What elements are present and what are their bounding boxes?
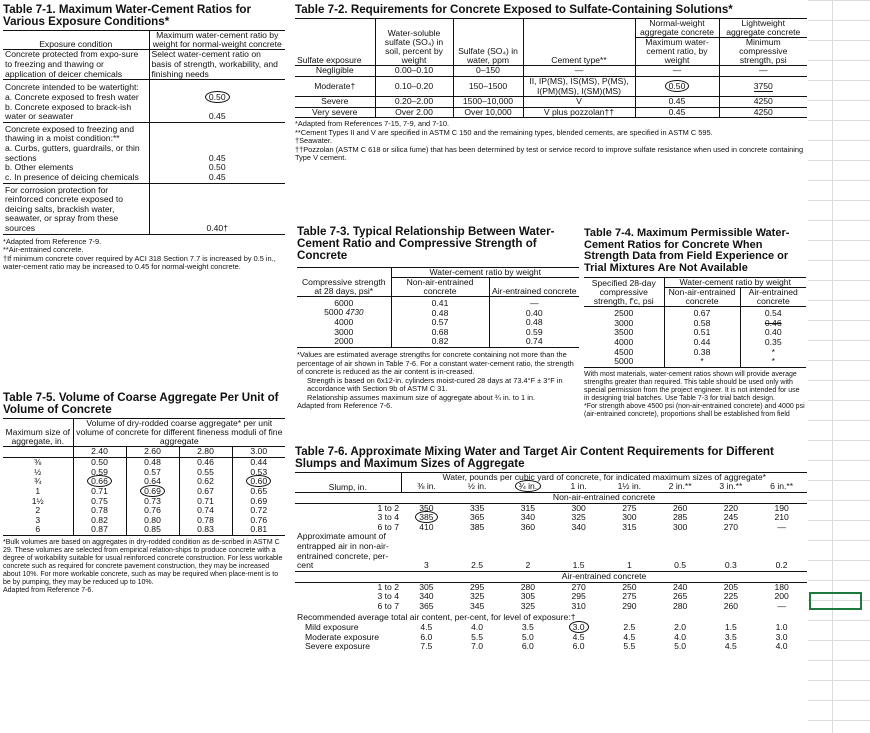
air-cell: 3.5: [521, 622, 534, 633]
row-watertight: Concrete intended to be watertight:: [5, 82, 139, 93]
entrapped-air-label: Approximate amount of entrapped air in non-air-entrained concrete, per-cent: [297, 531, 389, 571]
volume-cell: 0.53: [232, 468, 285, 478]
volume-cell-circled: 0.69: [140, 485, 165, 497]
sulfate-cell: 4250: [719, 97, 807, 108]
col-non-air: Non-air-entrained concrete: [664, 288, 740, 307]
table-7-1-grid: [3, 30, 285, 234]
slump-cell: 3 to 4: [377, 512, 399, 523]
water-cell: 220: [723, 502, 739, 513]
air-cell: 4.0: [674, 631, 687, 642]
table-7-3-grid: [297, 267, 579, 349]
volume-cell: 0.75: [73, 497, 126, 507]
air-cell: 1.5: [724, 622, 737, 633]
ratio-cell: *: [740, 357, 806, 367]
water-cell: 190: [774, 502, 789, 513]
t71-footnote-3: †If minimum concrete cover required by ACI 318 Section 7.7 is increased by 0.5 in., water-cement ratio may be increased to 0.45 for normal-weight concrete.: [3, 253, 276, 272]
col-min-strength: Minimum compressive strength, psi: [719, 38, 807, 66]
water-cell: 315: [520, 502, 536, 513]
water-cell: 295: [469, 581, 485, 592]
water-cell: 340: [571, 521, 586, 532]
volume-cell: 0.80: [126, 516, 179, 526]
corrosion-value: 0.40†: [149, 183, 285, 234]
volume-cell: 0.44: [232, 458, 285, 468]
table-7-5: [3, 392, 285, 732]
t75-footnote-2: Adapted from Reference 7-6.: [3, 587, 94, 595]
air-cell: 4.0: [775, 641, 788, 652]
water-cell: 180: [774, 581, 789, 592]
volume-cell: 0.55: [179, 468, 232, 478]
air-cell: 5.5: [623, 641, 636, 652]
row-deicing: c. In presence of deicing chemicals: [5, 171, 139, 182]
water-cell: 340: [419, 591, 434, 602]
sulfate-cell: 0.20–2.00: [375, 97, 453, 108]
volume-cell: 0.69: [232, 497, 285, 507]
aggregate-size: ⅜ in.: [401, 482, 452, 492]
water-cell: 260: [723, 600, 739, 611]
col-max-size: Maximum size of aggregate, in.: [3, 419, 73, 447]
strength-cell: 3000: [334, 326, 354, 337]
aggregate-size: 1½ in.: [617, 481, 642, 492]
sulfate-cell: V plus pozzolan††: [523, 107, 635, 118]
air-cell: 0.5: [674, 560, 687, 571]
fresh-water-value: 0.50: [205, 91, 230, 103]
sulfate-row-label: Severe: [321, 96, 349, 107]
volume-cell: 0.76: [126, 506, 179, 516]
sulfate-cell: —: [719, 66, 807, 77]
volume-cell: 0.87: [73, 525, 126, 535]
t74-footnote-2: *For strength above 4500 psi (non-air-entrained concrete) and 4000 psi (air-entrained concrete), proportions shall be established from field: [584, 403, 805, 419]
size-cell: ¾: [34, 476, 42, 487]
air-cell: 6.0: [521, 641, 534, 652]
volume-cell-circled: 0.66: [87, 475, 112, 487]
ratio-cell: 0.40: [489, 308, 579, 318]
volume-cell: 0.67: [179, 487, 232, 497]
water-cell: 385: [469, 521, 485, 532]
col-soil: Water-soluble sulfate (SO₄) in soil, percent by weight: [375, 19, 453, 66]
sulfate-cell: V: [523, 97, 635, 108]
selected-cell[interactable]: [809, 592, 862, 610]
ratio-cell: 0.41: [391, 296, 489, 308]
volume-cell: 0.78: [179, 516, 232, 526]
water-cell: 205: [723, 581, 739, 592]
water-cell: 325: [469, 591, 485, 602]
size-cell: 2: [35, 505, 41, 516]
size-cell: 3: [35, 514, 41, 525]
air-cell: 4.5: [623, 631, 636, 642]
ratio-cell: 0.51: [664, 328, 740, 338]
water-cell: 280: [672, 600, 688, 611]
air-cell: 7.5: [420, 641, 433, 652]
ratio-cell: 0.48: [489, 318, 579, 328]
water-cell: 305: [419, 581, 434, 592]
water-cell: 325: [571, 512, 586, 523]
volume-cell: 0.59: [73, 468, 126, 478]
fineness-modulus: 2.40: [73, 447, 126, 458]
aggregate-size: 3 in.**: [719, 481, 743, 492]
table-7-4: [584, 228, 806, 454]
air-cell: 3.0: [775, 631, 788, 642]
col-water: Water, pounds per cubic yard of concrete, for indicated maximum sizes of aggregate*: [401, 473, 807, 483]
ratio-cell: 0.44: [664, 338, 740, 348]
col-exposure: Exposure condition: [3, 31, 149, 50]
volume-cell: 0.73: [126, 497, 179, 507]
sulfate-cell: —: [635, 66, 719, 77]
ratio-cell: 0.82: [391, 337, 489, 347]
col-sulfate-exposure: Sulfate exposure: [295, 19, 375, 66]
row-corrosion: For corrosion protection for reinforced concrete exposed to deicing salts, brackish water, seawater, or spray from these sources: [5, 184, 123, 233]
volume-cell: 0.76: [232, 516, 285, 526]
col-water: Sulfate (SO₄) in water, ppm: [453, 19, 523, 66]
ratio-cell: 0.58: [664, 319, 740, 329]
ratio-cell: —: [489, 296, 579, 308]
strength-cell: 2000: [334, 336, 354, 347]
volume-cell: 0.74: [179, 506, 232, 516]
sulfate-cell: 150–1500: [453, 76, 523, 96]
deicing-value: 0.45: [149, 173, 285, 183]
row-brackish: b. Concrete exposed to brack-ish water or seawater: [5, 101, 132, 122]
aggregate-size: 6 in.**: [770, 481, 794, 492]
volume-cell: 0.85: [126, 525, 179, 535]
ratio-cell: 0.57: [391, 318, 489, 328]
air-cell: 2.5: [471, 560, 484, 571]
volume-cell: 0.57: [126, 468, 179, 478]
volume-cell: 0.83: [179, 525, 232, 535]
handwritten-note: 4730: [345, 308, 364, 318]
col-air: Air-entrained concrete: [489, 277, 579, 296]
water-cell: 410: [419, 521, 434, 532]
slump-cell: 1 to 2: [377, 502, 399, 513]
sulfate-row-label: Moderate†: [314, 80, 356, 91]
t71-footnote-1: *Adapted from Reference 7-9.: [3, 236, 102, 246]
strength-cell: 4000: [334, 317, 354, 328]
fineness-modulus: 2.80: [179, 447, 232, 458]
air-cell: 5.0: [521, 631, 534, 642]
table-7-2: [295, 4, 807, 222]
table-7-2-grid: [295, 18, 807, 118]
water-cell: 325: [520, 600, 536, 611]
water-cell: 300: [672, 521, 688, 532]
col-cement: Cement type**: [523, 19, 635, 66]
water-cell: 225: [723, 591, 739, 602]
brackish-value: 0.45: [149, 103, 285, 123]
ratio-cell: *: [740, 348, 806, 358]
t75-footnote-1: *Bulk volumes are based on aggregates in dry-rodded condition as de-scribed in ASTM C 29. These volumes are selected from empirical relation-ships to produce concrete with a degree of workability suitable for usual reinforced concrete construction. For less workable concrete such as required for concrete pavement construction, they may be increased about 10%. For more workable concrete, such as may be required when place-ment is to be by pumping, they may be reduced up to 10%.: [3, 539, 283, 587]
water-cell: 275: [622, 502, 637, 513]
sulfate-cell: II, IP(MS), IS(MS), P(MS), I(PM)(MS), I(SM)(MS): [523, 76, 635, 96]
sulfate-cell: 1500–10,000: [453, 97, 523, 108]
volume-cell: 0.65: [232, 487, 285, 497]
water-cell: 265: [672, 591, 688, 602]
fineness-modulus: 2.60: [126, 447, 179, 458]
t73-footnote-3: Relationship assumes maximum size of aggregate about ¾ in. to 1 in.: [307, 392, 535, 402]
water-cell: 335: [469, 502, 485, 513]
col-wc-ratio: Water-cement ratio by weight: [391, 267, 579, 277]
ratio-cell: 0.74: [489, 337, 579, 347]
size-cell: ½: [34, 466, 42, 477]
water-cell: 300: [622, 512, 637, 523]
table-7-1-title: Table 7-1. Maximum Water-Cement Ratios for Various Exposure Conditions*: [3, 4, 252, 29]
t72-footnote-3: †Seawater.: [295, 136, 332, 146]
sulfate-cell: 0–150: [453, 66, 523, 77]
air-cell: 5.0: [674, 641, 687, 652]
table-7-4-title: Table 7-4. Maximum Permissible Water-Cement Ratios for Concrete When Strength Data from Field Experience or Trial Mixtures Are Not Available: [584, 228, 790, 274]
row-freezing: Concrete exposed to freezing and thawing in a moist condition:**: [5, 123, 134, 144]
size-cell: ⅜: [34, 457, 42, 468]
strength-cell: 5000: [614, 356, 634, 367]
col-slump: Slump, in.: [295, 473, 401, 493]
col-lightweight: Lightweight aggregate concrete: [719, 19, 807, 38]
ratio-cell: 0.59: [489, 328, 579, 338]
water-cell: 365: [419, 600, 434, 611]
ratio-cell: 0.68: [391, 328, 489, 338]
table-7-3: [297, 226, 579, 448]
volume-cell: 0.46: [179, 458, 232, 468]
water-cell: 210: [774, 512, 789, 523]
table-7-5-title: Table 7-5. Volume of Coarse Aggregate Per Unit of Volume of Concrete: [3, 392, 279, 417]
volume-cell: 0.81: [232, 525, 285, 535]
section-air: Air-entrained concrete: [561, 570, 647, 581]
strength-cell: 4500: [614, 346, 634, 357]
water-cell: 365: [469, 512, 485, 523]
water-cell: 345: [469, 600, 485, 611]
sulfate-cell: Over 10,000: [453, 107, 523, 118]
water-cell: 270: [723, 521, 739, 532]
slump-cell: 6 to 7: [377, 521, 399, 532]
air-cell: 2: [525, 560, 531, 571]
sulfate-cell: 0.10–0.20: [375, 76, 453, 96]
air-cell: 4.5: [420, 622, 433, 633]
water-cell: 200: [774, 591, 789, 602]
volume-cell: 0.48: [126, 458, 179, 468]
water-cell: 310: [571, 600, 586, 611]
t73-footnote-2: Strength is based on 6x12-in. cylinders moist-cured 28 days at 73.4°F ± 3°F in accordance with Section 9b of ASTM C 31.: [307, 375, 563, 394]
volume-cell: 0.78: [73, 506, 126, 516]
water-cell: 250: [622, 581, 637, 592]
water-cell: 300: [571, 502, 586, 513]
size-cell: 6: [35, 524, 41, 535]
other-value: 0.50: [149, 163, 285, 173]
t73-footnote-4: Adapted from Reference 7-6.: [297, 401, 393, 411]
t73-footnote-1: *Values are estimated average strengths for concrete containing not more than the percentage of air shown in Table 7-6. For a constant water-cement ratio, the strength of concrete is reduced as the air content is in-creased.: [297, 350, 574, 377]
table-7-6-grid: [295, 472, 807, 652]
table-7-6: [295, 446, 807, 733]
col-air: Air-entrained concrete: [740, 288, 806, 307]
t74-footnote-1: With most materials, water-cement ratios shown will provide average strengths greater than required. This table should be used only with special permission from the project engineer. It is not intended for use in designing trial batches. Use Table 7-3 for trial batch design.: [584, 370, 800, 403]
row-curbs: a. Curbs, gutters, guardrails, or thin sections: [5, 143, 140, 163]
sulfate-cell-underlined: 3750: [753, 80, 773, 91]
volume-cell: 0.62: [179, 477, 232, 487]
air-cell: 3: [423, 560, 429, 571]
col-compressive: Compressive strength at 28 days, psi*: [297, 267, 391, 296]
volume-cell: 0.72: [232, 506, 285, 516]
volume-cell-circled: 0.60: [246, 475, 271, 487]
col-normal-weight: Normal-weight aggregate concrete: [635, 19, 719, 38]
water-cell: 270: [571, 581, 586, 592]
air-cell: 5.5: [471, 631, 484, 642]
air-cell: 1.5: [572, 560, 585, 571]
air-cell: 2.0: [674, 622, 687, 633]
exposure-label: Severe exposure: [305, 641, 370, 652]
size-cell: 1½: [31, 495, 44, 506]
air-cell: 4.5: [724, 641, 737, 652]
sulfate-cell: 0.45: [635, 97, 719, 108]
col-max-wc-ratio: Maximum water-cement ratio, by weight: [635, 38, 719, 66]
water-cell: 360: [520, 521, 536, 532]
air-cell: 4.5: [572, 631, 585, 642]
table-7-6-title: Table 7-6. Approximate Mixing Water and Target Air Content Requirements for Different Slumps and Maximum Sizes of Aggregate: [295, 446, 774, 471]
t72-footnote-4: ††Pozzolan (ASTM C 618 or silica fume) that has been determined by test or service record to improve sulfate resistance when used in concrete containing Type V cement.: [295, 144, 804, 163]
sulfate-cell: —: [523, 66, 635, 77]
air-cell: 6.0: [572, 641, 585, 652]
volume-cell: 0.82: [73, 516, 126, 526]
water-cell: 290: [622, 600, 637, 611]
sulfate-row-label: Negligible: [315, 65, 354, 76]
water-cell: 245: [723, 512, 739, 523]
recommended-air-label: Recommended average total air content, per-cent, for level of exposure:†: [297, 612, 576, 623]
size-cell: 1: [35, 485, 41, 496]
slump-cell: 3 to 4: [377, 591, 399, 602]
exposure-label: Moderate exposure: [305, 631, 380, 642]
water-cell: 305: [520, 591, 536, 602]
fineness-modulus: 3.00: [232, 447, 285, 458]
ratio-cell: 0.38: [664, 348, 740, 358]
sulfate-cell: 0.45: [635, 107, 719, 118]
ratio-cell-struck: 0.46: [764, 317, 782, 328]
slump-cell: 1 to 2: [377, 581, 399, 592]
water-cell: 340: [520, 512, 536, 523]
table-7-1: [3, 4, 285, 386]
t72-footnote-1: *Adapted from References 7-15, 7-9, and 7-10.: [295, 119, 450, 129]
t72-footnote-2: **Cement Types II and V are specified in ASTM C 150 and the remaining types, blended cements, are specified in ASTM C 595.: [295, 127, 713, 137]
strength-cell: 3000: [614, 317, 634, 328]
row-protected: Concrete protected from expo-sure to freezing and thawing or application of deicer chemicals: [5, 49, 139, 79]
strength-cell: 5000: [324, 307, 344, 318]
sulfate-cell: 0.00–0.10: [375, 66, 453, 77]
sulfate-row-label: Very severe: [312, 106, 358, 117]
aggregate-size: ½ in.: [467, 481, 487, 492]
air-cell: 2.5: [623, 622, 636, 633]
table-7-5-grid: [3, 418, 285, 536]
air-cell-circled: 3.0: [569, 621, 589, 633]
air-cell: 0.3: [724, 560, 737, 571]
table-7-4-grid: [584, 277, 806, 368]
ratio-cell: 0.40: [740, 328, 806, 338]
water-cell: 350: [419, 502, 434, 513]
table-7-2-title: Table 7-2. Requirements for Concrete Exposed to Sulfate-Containing Solutions*: [295, 4, 733, 16]
ratio-cell: *: [664, 357, 740, 367]
air-cell: 6.0: [420, 631, 433, 642]
air-cell: 4.0: [471, 622, 484, 633]
col-non-air: Non-air-entrained concrete: [391, 277, 489, 296]
aggregate-size-circled: ¾ in.: [515, 480, 542, 492]
ratio-cell: 0.54: [740, 307, 806, 319]
strength-cell: 2500: [614, 308, 634, 319]
air-cell: 1.0: [775, 622, 788, 633]
aggregate-size: 1 in.: [570, 481, 587, 492]
water-cell: 260: [672, 502, 688, 513]
water-cell: 285: [672, 512, 688, 523]
strength-cell: 6000: [334, 297, 354, 308]
sulfate-cell-circled: 0.50: [665, 80, 690, 92]
ratio-cell: 0.67: [664, 307, 740, 319]
row-protected-value: Select water-cement ratio on basis of strength, workability, and finishing needs: [149, 50, 285, 80]
volume-cell: 0.71: [73, 487, 126, 497]
col-max-wc: Maximum water-cement ratio by weight for normal-weight concrete: [149, 31, 285, 50]
col-volume: Volume of dry-rodded coarse aggregate* per unit volume of concrete for different fineness moduli of fine aggregate: [73, 419, 285, 447]
air-cell: 3.5: [724, 631, 737, 642]
strength-cell: 4000: [614, 337, 634, 348]
air-cell: 7.0: [471, 641, 484, 652]
volume-cell: 0.50: [73, 458, 126, 468]
col-wc-ratio: Water-cement ratio by weight: [664, 278, 806, 288]
water-cell: 275: [622, 591, 637, 602]
t71-footnote-2: **Air-entrained concrete.: [3, 245, 84, 255]
air-cell: 1: [626, 560, 632, 571]
water-cell: —: [777, 600, 786, 611]
curbs-value: 0.45: [149, 144, 285, 163]
water-cell: 280: [520, 581, 536, 592]
col-specified: Specified 28-day compressive strength, f'c, psi: [584, 278, 664, 307]
air-cell: 0.2: [775, 560, 788, 571]
row-fresh-water: a. Concrete exposed to fresh water: [5, 91, 139, 102]
section-non-air: Non-air-entrained concrete: [552, 491, 656, 502]
water-cell: 295: [571, 591, 586, 602]
volume-cell: 0.71: [179, 497, 232, 507]
water-cell: 315: [622, 521, 637, 532]
table-7-3-title: Table 7-3. Typical Relationship Between Water-Cement Ratio and Compressive Strength of Concrete: [297, 226, 555, 263]
ratio-cell: 0.35: [740, 338, 806, 348]
slump-cell: 6 to 7: [377, 600, 399, 611]
sulfate-cell: Over 2.00: [375, 107, 453, 118]
water-cell: —: [777, 521, 786, 532]
strength-cell: 3500: [614, 327, 634, 338]
sulfate-cell: 4250: [719, 107, 807, 118]
row-other: b. Other elements: [5, 162, 74, 173]
ratio-cell: 0.48: [391, 308, 489, 318]
aggregate-size: 2 in.**: [668, 481, 692, 492]
water-cell: 240: [672, 581, 688, 592]
volume-cell: 0.64: [126, 477, 179, 487]
water-cell-circled: 385: [415, 511, 437, 523]
exposure-label: Mild exposure: [305, 622, 359, 633]
